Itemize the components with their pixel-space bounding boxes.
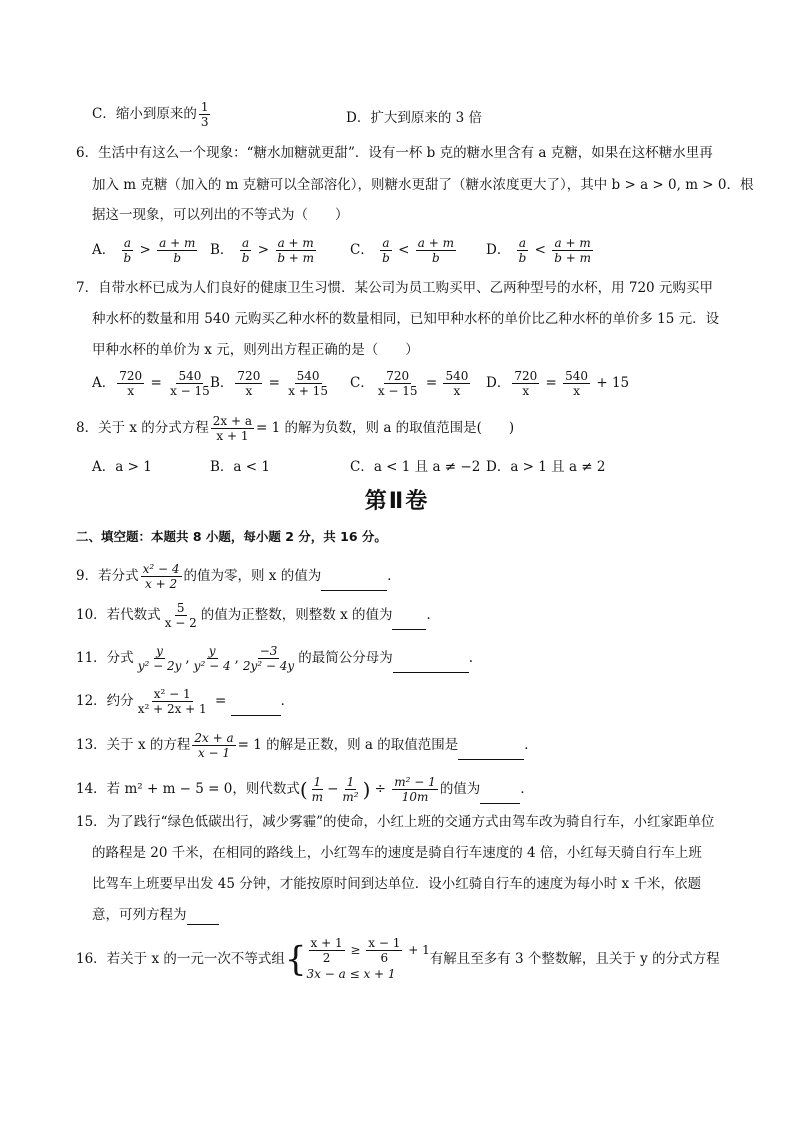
q7-line-2: 种水杯的数量和用 540 元购买乙种水杯的数量相同，已知甲种水杯的单价比乙种水杯的单价多 15 元．设: [92, 311, 720, 327]
q6-line-1: 6．生活中有这么一个现象：“糖水加糖就更甜”．设有一杯 b 克的糖水里含有 a 克糖，如果在这杯糖水里再: [76, 145, 713, 161]
q7-line-3: 甲种水杯的单价为 x 元，则列出方程正确的是（ ）: [92, 342, 419, 358]
q12: 12．约分 $\frac{\text{x² − 1}}{\text{x² + 2x + 1}}$ = ．: [76, 687, 295, 716]
q8-option-a: A．a > 1: [92, 459, 152, 475]
q10: 10．若代数式 $\frac{5}{x - 2}$ 的值为正整数，则整数 x 的值为 ．: [76, 601, 440, 630]
q15-line-3: 比驾车上班要早出发 45 分钟，才能按原时间到达单位．设小红骑自行车的速度为每小时 x 千米，依题: [92, 876, 701, 892]
q14: 14．若 m² + m − 5 = 0，则代数式( $\frac{1}{m}$ − $\frac{1}{\text{m²}}$ ) ÷ $\frac{\text{m² − 1}}{10m}$ 的值为 ．: [76, 775, 534, 804]
q6-line-3: 据这一现象，可以列出的不等式为（ ）: [92, 207, 349, 223]
answer-blank[interactable]: [321, 575, 387, 591]
q6-line-2: 加入 m 克糖（加入的 m 克糖可以全部溶化），则糖水更甜了（糖水浓度更大了），其中 b > a > 0, m > 0．根: [92, 177, 754, 193]
q6-option-b: B． $\frac{a}{b}$ > $\frac{a + m}{b + m}$: [210, 236, 315, 265]
q6-option-a: A． $\frac{a}{b}$ > $\frac{a + m}{b}$: [92, 236, 196, 265]
q7-option-c: C． $\frac{720}{x - 15}$ = $\frac{540}{x}$: [350, 369, 469, 398]
section-header: 二、填空题：本题共 8 小题，每小题 2 分，共 16 分。: [76, 529, 387, 544]
q9: 9．若分式 $\frac{\text{x² − 4}}{x + 2}$ 的值为零，则 x 的值为 ．: [76, 562, 401, 591]
section-title: 第Ⅱ卷: [364, 489, 430, 514]
fraction: $\frac{1}{3}$: [200, 100, 209, 129]
answer-blank[interactable]: [231, 700, 281, 716]
q8-option-b: B．a < 1: [210, 459, 270, 475]
q5-option-c: C．缩小到原来的 $\frac{1}{3}$: [92, 100, 209, 129]
q5-option-d: D．扩大到原来的 3 倍: [346, 110, 482, 126]
q7-option-a: A． $\frac{720}{x}$ = $\frac{540}{x - 15}$: [92, 369, 210, 398]
answer-blank[interactable]: [392, 614, 426, 630]
q13: 13．关于 x 的方程 $\frac{2x + a}{x - 1}$ = 1 的解是正数，则 a 的取值范围是 ．: [76, 731, 538, 760]
q8-option-c: C．a < 1 且 a ≠ −2: [350, 459, 481, 475]
answer-blank[interactable]: [458, 744, 524, 760]
q8-option-d: D．a > 1 且 a ≠ 2: [486, 459, 606, 475]
q15-line-2: 的路程是 20 千米，在相同的路线上，小红驾车的速度是骑自行车速度的 4 倍，小红每天骑自行车上班: [92, 845, 702, 861]
q16: 16．若关于 x 的一元一次不等式组{ $\frac{x + 1}{2}$ ≥ $\frac{x - 1}{6}$ + 1 3x − a ≤ x + 1 有解且至多有 3 个整数解，且关于 y 的分式方程: [76, 936, 720, 981]
q7-option-b: B． $\frac{720}{x}$ = $\frac{540}{x + 15}$: [210, 369, 328, 398]
q8-stem: 8．关于 x 的分式方程 $\frac{2x + a}{x + 1}$ = 1 的解为负数，则 a 的取值范围是( ): [76, 414, 515, 443]
q7-option-d: D． $\frac{720}{x}$ = $\frac{540}{x}$ + 15: [486, 369, 630, 398]
q15-line-4: 意，可列方程为: [92, 905, 734, 925]
answer-blank[interactable]: [187, 909, 219, 925]
q6-option-c: C． $\frac{a}{b}$ < $\frac{a + m}{b}$: [350, 236, 454, 265]
answer-blank[interactable]: [480, 788, 520, 804]
system-brace: {: [284, 939, 307, 980]
q6-option-d: D． $\frac{a}{b}$ < $\frac{a + m}{b + m}$: [486, 236, 591, 265]
q11: 11．分式 $\frac{y}{\text{y² − 2y}}$ , $\frac{y}{\text{y² − 4}}$ , $\frac{-3}{\text{2y² − 4y}}$ 的最简公分母为 .: [76, 644, 474, 673]
q7-line-1: 7．自带水杯已成为人们良好的健康卫生习惯．某公司为员工购买甲、乙两种型号的水杯，用 720 元购买甲: [76, 280, 713, 296]
q15-line-1: 15．为了践行“绿色低碳出行，减少雾霾”的使命，小红上班的交通方式由驾车改为骑自行车，小红家距单位: [76, 814, 715, 830]
answer-blank[interactable]: [393, 657, 469, 673]
